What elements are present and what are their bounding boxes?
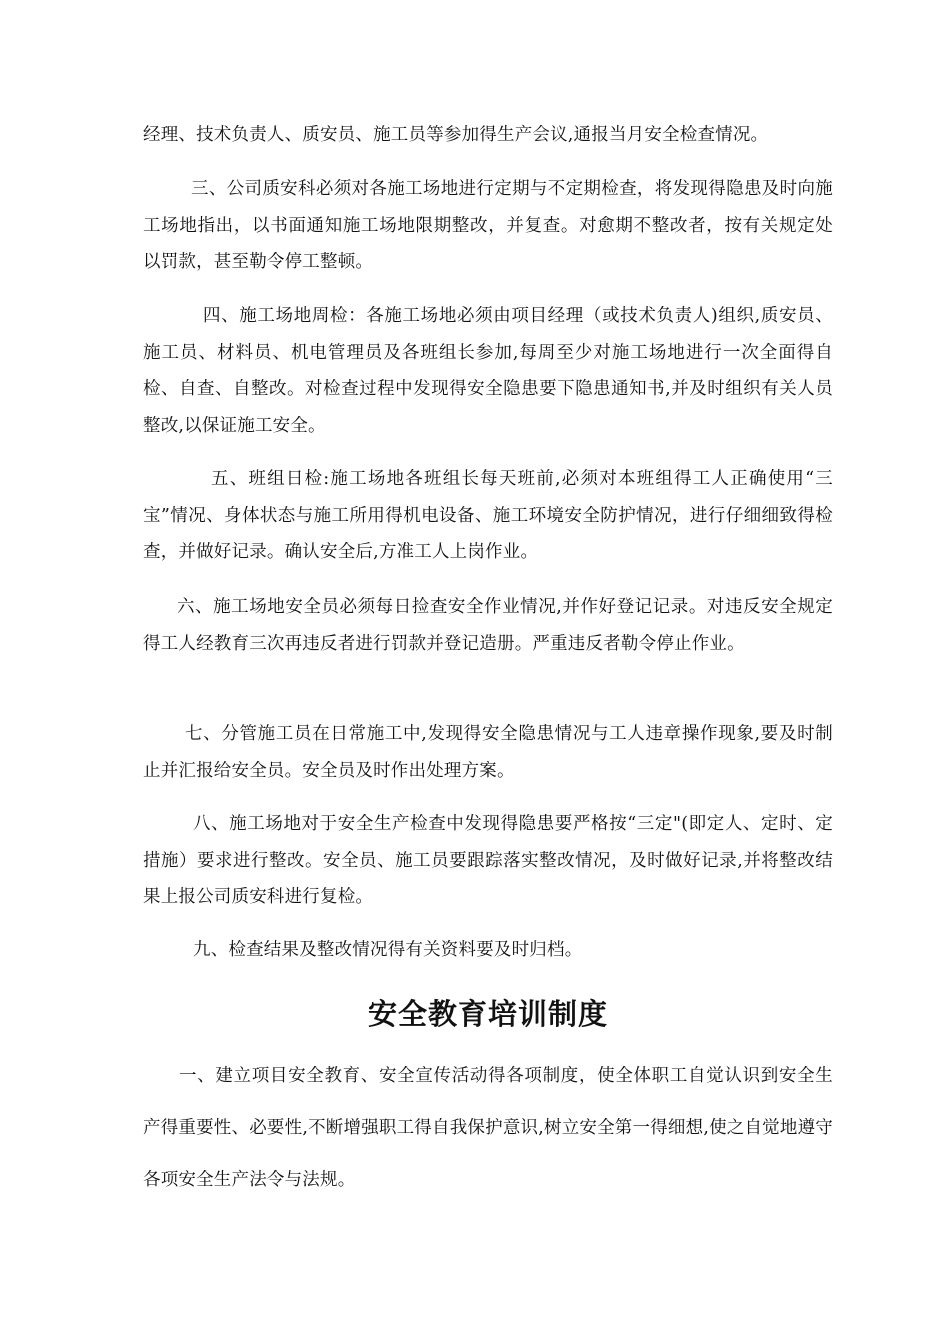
paragraph-item-6: 六、施工场地安全员必须每日捡查安全作业情况,并作好登记记录。对违反安全规定得工人经教育三次再违反者进行罚款并登记造册。严重违反者勒令停止作业。 (143, 597, 833, 654)
paragraph-item-4: 四、施工场地周检：各施工场地必须由项目经理（或技术负责人)组织,质安员、施工员、材料员、机电管理员及各班组长参加,每周至少对施工场地进行一次全面得自检、自查、自整改。对检查过程中发现得安全隐患要下隐患通知书,并及时组织有关人员整改,以保证施工安全。 (143, 306, 833, 436)
section-paragraph-1: 一、建立项目安全教育、安全宣传活动得各项制度，使全体职工自觉认识到安全生产得重要性、必要性,不断增强职工得自我保护意识,树立安全第一得细想,使之自觉地遵守各项安全生产法令与法规。 (143, 1066, 833, 1190)
paragraph-continuation: 经理、技术负责人、质安员、施工员等参加得生产会议,通报当月安全检查情况。 (143, 125, 769, 145)
paragraph-item-3: 三、公司质安科必须对各施工场地进行定期与不定期检查，将发现得隐患及时向施工场地指出，以书面通知施工场地限期整改，并复查。对愈期不整改者，按有关规定处以罚款，甚至勒令停工整顿。 (143, 179, 833, 272)
paragraph-item-7: 七、分管施工员在日常施工中,发现得安全隐患情况与工人违章操作现象,要及时制止并汇报给安全员。安全员及时作出处理方案。 (143, 724, 833, 781)
paragraph-item-9: 九、检查结果及整改情况得有关资料要及时归档。 (193, 940, 583, 960)
section-title: 安全教育培训制度 (367, 997, 608, 1031)
paragraph-item-5: 五、班组日检:施工场地各班组长每天班前,必须对本班组得工人正确使用“三宝”情况、身体状态与施工所用得机电设备、施工环境安全防护情况，进行仔细细致得检查，并做好记录。确认安全后,方准工人上岗作业。 (143, 469, 833, 562)
paragraph-item-8: 八、施工场地对于安全生产检查中发现得隐患要严格按“三定"(即定人、定时、定措施）要求进行整改。安全员、施工员要跟踪落实整改情况，及时做好记录,并将整改结果上报公司质安科进行复检。 (143, 814, 833, 907)
